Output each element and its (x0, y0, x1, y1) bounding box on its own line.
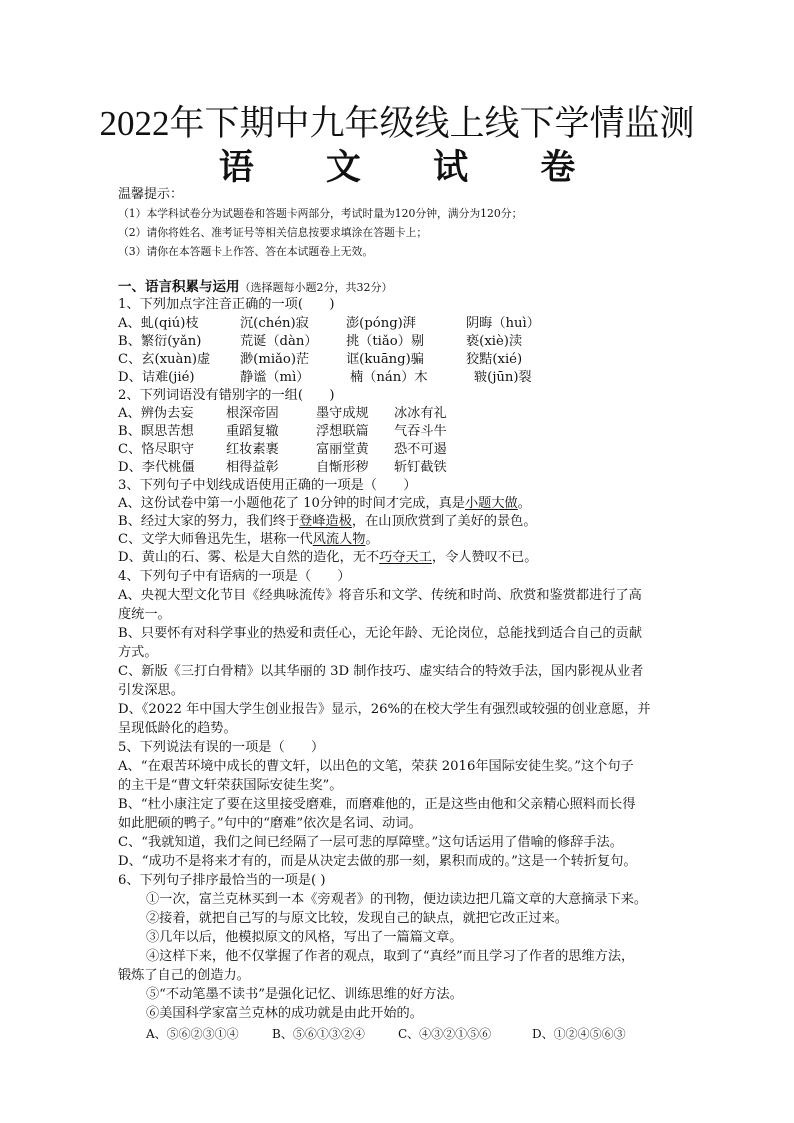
q6-sentence: ⑤“不动笔墨不读书”是强化记忆、训练思维的好方法。 (146, 987, 463, 1002)
q1-c-2: 渺(miǎo)茫 (240, 352, 310, 367)
q5-line: B、“杜小康注定了要在这里接受磨难，而磨难他的，正是这些由他和父亲精心照料而长得 (118, 797, 636, 812)
section-note: （选择题每小题2分，共32分） (239, 281, 393, 294)
q5-line: A、“在艰苦环境中成长的曹文轩，以出色的文笔，荣获 2016年国际安徒生奖。”这个句子 (118, 759, 634, 774)
q3-a-end: 。 (517, 496, 531, 511)
q2-a-1: A、辨伪去妄 (118, 406, 194, 421)
q2-a-4: 冰冰有礼 (394, 406, 447, 421)
q3-stem: 3、下列句子中划线成语使用正确的一项是（ ） (118, 478, 417, 493)
q1-c-4: 狡黠(xié) (466, 352, 523, 367)
q4-line: A、央视大型文化节目《经典咏流传》将音乐和文学、传统和时尚、欣赏和鉴赏都进行了高 (118, 588, 642, 603)
q2-c-1: C、恪尽职守 (118, 442, 195, 457)
q2-stem: 2、下列词语没有错别字的一组( ) (118, 388, 335, 403)
q1-d-4: 皲(jūn)裂 (474, 370, 532, 385)
q5-line: 如此肥硕的鸭子。”句中的“磨难”依次是名词、动词。 (118, 816, 422, 831)
q3-b-idiom: 登峰造极 (299, 514, 352, 529)
tip-item-1: （1）本学科试卷分为试题卷和答题卡两部分，考试时量为120分钟，满分为120分； (118, 207, 523, 220)
q3-a-idiom: 小题大做 (465, 496, 518, 511)
q2-c-4: 恐不可遏 (394, 442, 447, 457)
q1-d-2: 静谧（mì） (240, 370, 310, 385)
exam-subtitle: 语 文 试 卷 (218, 147, 606, 188)
q1-b-1: B、繁衍(yǎn) (118, 334, 202, 349)
q6-sentence: ②接着，就把自己写的与原文比较，发现自己的缺点，就把它改正过来。 (146, 911, 568, 926)
q5-line: 的主干是“曹文轩荣获国际安徒生奖”。 (118, 778, 343, 793)
q2-a-3: 墨守成规 (316, 406, 369, 421)
q6-sentence: 锻炼了自己的创造力。 (118, 968, 250, 983)
tip-item-2: （2）请你将姓名、准考证号等相关信息按要求填涂在答题卡上； (118, 226, 428, 239)
q3-b-end: ，在山顶欣赏到了美好的景色。 (351, 514, 537, 529)
q6-sentence: ④这样下来，他不仅掌握了作者的观点，取到了“真经”而且学习了作者的思维方法， (146, 949, 635, 964)
q2-d-2: 相得益彰 (226, 460, 279, 475)
q3-c-text: C、文学大师鲁迅先生，堪称一代 (118, 532, 313, 547)
q1-d-3: 楠（nán）木 (350, 370, 428, 385)
q1-stem: 1、下列加点字注音正确的一项( ) (118, 297, 335, 312)
q3-option-a (118, 495, 531, 513)
q1-a-3: 澎(póng)湃 (346, 316, 416, 331)
q3-d-idiom: 巧夺天工 (379, 550, 432, 565)
q5-stem: 5、下列说法有误的一项是（ ） (118, 740, 325, 755)
q3-b-text: B、经过大家的努力，我们终于 (118, 514, 300, 529)
q6-option-d: D、①②④⑤⑥③ (532, 1027, 626, 1041)
q1-b-3: 挑（tiǎo）剔 (346, 334, 425, 349)
exam-title: 2022年下期中九年级线上线下学情监测 (99, 104, 695, 143)
section-title: 一、语言积累与运用 (118, 279, 240, 295)
q2-b-3: 浮想联篇 (316, 424, 369, 439)
q2-d-4: 斩钉截铁 (394, 460, 447, 475)
q4-line: 呈现低龄化的趋势。 (118, 721, 237, 736)
q3-option-d (118, 549, 537, 567)
q3-d-text: D、黄山的石、雾、松是大自然的造化，无不 (118, 550, 380, 565)
q6-option-b: B、⑤⑥①③②④ (272, 1027, 365, 1041)
q2-d-3: 自惭形秽 (316, 460, 369, 475)
q4-line: C、新版《三打白骨精》以其华丽的 3D 制作技巧、虚实结合的特效手法，国内影视从业者 (118, 664, 644, 679)
q1-a-1: A、虬(qiú)枝 (118, 316, 199, 331)
q2-d-1: D、李代桃僵 (118, 460, 195, 475)
q6-option-a: A、⑤⑥②③①④ (146, 1027, 239, 1041)
q4-stem: 4、下列句子中有语病的一项是（ ） (118, 569, 351, 584)
q2-b-1: B、瞑思苦想 (118, 424, 194, 439)
q1-c-1: C、玄(xuàn)虚 (118, 352, 211, 367)
q3-c-end: 。 (365, 532, 379, 547)
q5-line: D、“成功不是将来才有的，而是从决定去做的那一刻，累积而成的。”这是一个转折复句。 (118, 854, 637, 869)
tips-heading: 温馨提示： (118, 187, 184, 202)
q4-line: 度统一。 (118, 607, 171, 622)
q3-option-c (118, 531, 379, 549)
q2-c-2: 红妆素裹 (226, 442, 279, 457)
q2-b-2: 重蹈复辙 (226, 424, 279, 439)
q4-line: D、《2022 年中国大学生创业报告》显示，26%的在校大学生有强烈或较强的创业意愿，并 (118, 702, 651, 717)
q1-d-1: D、诘难(jié) (118, 370, 195, 385)
q6-sentence: ③几年以后，他模拟原文的风格，写出了一篇篇文章。 (146, 930, 463, 945)
q3-a-text: A、这份试卷中第一小题他花了 10分钟的时间才完成，真是 (118, 496, 465, 511)
q3-d-end: ，令人赞叹不已。 (431, 550, 538, 565)
q5-line: C、“我就知道，我们之间已经隔了一层可悲的厚障壁。”这句话运用了借喻的修辞手法。 (118, 835, 623, 850)
q2-b-4: 气吞斗牛 (394, 424, 447, 439)
q1-a-2: 沉(chén)寂 (240, 316, 309, 331)
q1-c-3: 诓(kuāng)骗 (346, 352, 424, 367)
q3-option-b (118, 513, 537, 531)
q1-a-4: 阴晦（huì） (466, 316, 540, 331)
q2-c-3: 富丽堂黄 (316, 442, 369, 457)
q4-line: 引发深思。 (118, 683, 184, 698)
q6-sentence: ⑥美国科学家富兰克林的成功就是由此开始的。 (146, 1006, 423, 1021)
q6-stem: 6、下列句子排序最恰当的一项是( ) (118, 873, 326, 888)
q4-line: 方式。 (118, 645, 158, 660)
q3-c-idiom: 风流人物 (312, 532, 366, 547)
q2-a-2: 根深帝固 (226, 406, 279, 421)
q4-line: B、只要怀有对科学事业的热爱和责任心，无论年龄、无论岗位，总能找到适合自己的贡献 (118, 626, 642, 641)
section-heading (118, 278, 393, 297)
q1-b-4: 亵(xiè)渎 (466, 334, 523, 349)
tip-item-3: （3）请你在本答题卡上作答、答在本试题卷上无效。 (118, 245, 374, 258)
q6-sentence: ①一次，富兰克林买到一本《旁观者》的刊物，便边读边把几篇文章的大意摘录下来。 (146, 892, 648, 907)
q6-option-c: C、④③②①⑤⑥ (398, 1027, 492, 1041)
q1-b-2: 荒诞（dàn） (240, 334, 318, 349)
